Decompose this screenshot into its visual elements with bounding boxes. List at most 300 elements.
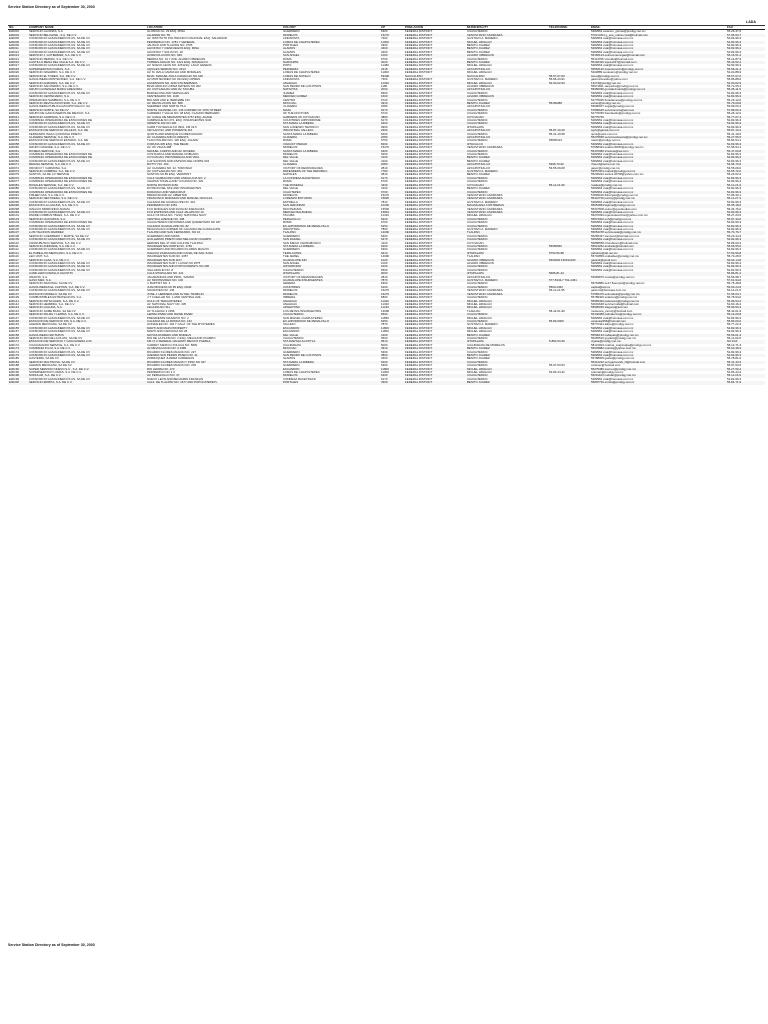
table-cell: 10200 bbox=[380, 204, 404, 207]
table-cell: NUEVO LEON AND BENJAMIN FRANKLIN bbox=[147, 377, 204, 381]
table-cell: FEDERAL DISTRICT bbox=[405, 207, 433, 211]
table-cell: ARGENTINA bbox=[282, 306, 380, 309]
table-cell: FEDERAL DISTRICT bbox=[405, 241, 433, 245]
table-cell: BENITO JUAREZ bbox=[466, 354, 548, 357]
table-cell: E00105 bbox=[8, 225, 28, 228]
table-cell: CORUNA 405 ESQ. THE BEAM bbox=[146, 143, 282, 146]
table-cell: 55265510 grgdelo@prodigy.net.mx bbox=[591, 336, 636, 340]
table-cell: 55-83-0000 bbox=[548, 320, 590, 323]
table-cell: PERIFERICO NO 3 4 bbox=[147, 371, 175, 375]
table-cell: VIADUCT PIEDAD bbox=[282, 143, 380, 146]
table-cell: 52-82-96-3 bbox=[726, 327, 765, 330]
table-cell: E00072 bbox=[9, 166, 19, 170]
table-cell: DIVISION DEL NTE AND INSURGENTES bbox=[147, 187, 202, 191]
table-cell: E00027 bbox=[9, 84, 19, 88]
table-cell: E00155 bbox=[8, 327, 28, 330]
table-cell: VICTORY OF DEMOCRACIES bbox=[283, 166, 323, 170]
table-cell: 52-82-96-3 bbox=[726, 156, 765, 159]
table-cell: FEDERAL DISTRICT bbox=[404, 191, 466, 194]
table-cell: CUAUHTEMOC FRONTERA AND QUERETARO NO 187 bbox=[147, 221, 221, 225]
table-cell: FERNANDO ISAAC QUINTANA PRIETO bbox=[29, 132, 82, 136]
table-cell: SANTOS NO 85 ESQ. VERMONT bbox=[147, 173, 191, 177]
table-cell: 57893016 fishergas@prodigy.net.mx bbox=[591, 193, 639, 197]
table-cell: 52-60-02-93 bbox=[548, 82, 590, 85]
table-cell: FEDERAL DISTRICT bbox=[404, 272, 466, 275]
table-cell: 55-73-76-7 bbox=[726, 231, 765, 234]
table-cell: ESTACION MODELO, SA DE CV bbox=[28, 293, 146, 296]
table-cell: AZCAPOTZALCO bbox=[467, 105, 491, 109]
table-cell: AZCAPOTZALCO bbox=[466, 136, 548, 139]
table-cell: 55275658 serviciosclaveria@prodigy.net.mx bbox=[590, 136, 726, 139]
table-cell: FEDERAL DISTRICT bbox=[404, 313, 466, 316]
table-cell: 5563-2452 bbox=[548, 286, 590, 289]
table-cell: E00096 bbox=[8, 204, 28, 207]
table-cell: 55788005 gastei@prodigy.net.mx bbox=[591, 357, 635, 361]
table-cell: 55654378 serviceosta@prodigy.net.mx bbox=[590, 231, 726, 234]
table-cell: FEDERAL DISTRICT bbox=[404, 279, 466, 282]
table-cell: 52-82-96-3 bbox=[727, 227, 742, 231]
table-cell: MIGUEL HIDALGO bbox=[466, 82, 548, 85]
table-cell: E00048 bbox=[9, 132, 19, 136]
table-cell: J.T CUELLAR NO. 1 AND CENTRAL AVE. bbox=[147, 296, 202, 300]
table-cell: E00109 bbox=[8, 238, 28, 241]
table-cell: 55-63-38-3 bbox=[726, 347, 765, 350]
column-header: EMAIL bbox=[590, 26, 726, 30]
table-cell: THE ROSEDAL bbox=[282, 184, 380, 187]
table-cell: CONSORCIO GASOLINERO PLUS, SA DE CV bbox=[29, 377, 91, 381]
table-cell: E00133 bbox=[9, 282, 19, 286]
table-cell: CONSORCIO GASOLINERO PLUS, SA DE CV bbox=[29, 227, 91, 231]
table-cell: CALZ. DE TLALPAN NO. 1677 AND POPOCATEPETL bbox=[146, 381, 282, 384]
table-cell: 11410 bbox=[381, 214, 389, 218]
table-cell: 5282962 vsat@hotmasa.com.mx bbox=[590, 95, 726, 98]
table-cell: E00095 bbox=[9, 200, 19, 204]
table-cell: SERVICIO MULTINOVA, SA DE CV bbox=[28, 361, 146, 364]
table-cell: 3100 bbox=[380, 334, 404, 337]
table-cell: 6270 bbox=[380, 109, 404, 112]
table-cell: 5686-81-24 bbox=[548, 272, 590, 275]
table-cell: AV. CLAVERIA NO. 22, TORONGO bbox=[147, 166, 193, 170]
table-cell: 55270093 ingeniodecorbon@yahoo.com.mx bbox=[591, 214, 648, 218]
table-cell: 55-26-12-0 bbox=[727, 112, 742, 116]
table-cell: E00123 bbox=[9, 268, 19, 272]
table-cell: SERVICIO EL TOREO, S.A. DE C.V. bbox=[28, 75, 146, 78]
table-cell: CONSORCIO GASOLINERO PLUS, SA DE CV bbox=[29, 187, 91, 191]
table-cell: E00054 bbox=[9, 139, 19, 143]
table-cell: POPO bbox=[283, 64, 292, 68]
table-cell: CONSORCIO GASOLINERO PLUS, SA DE CV bbox=[29, 330, 91, 334]
table-cell: 7300 bbox=[381, 78, 388, 82]
table-cell: GUSTAVO A. MADERO bbox=[467, 37, 498, 41]
table-cell: quint@quint.com.mx bbox=[591, 132, 618, 136]
table-cell: toreo@prodigy.net.mx bbox=[590, 75, 726, 78]
table-cell: SAN ANGEL bbox=[282, 54, 380, 57]
table-cell: CONSORCIO GASOLINERO PLUS, SA DE CV bbox=[29, 262, 91, 266]
table-cell: CUAJIMALPA bbox=[283, 343, 301, 347]
table-cell: 6300 bbox=[381, 248, 388, 252]
table-cell: 5702-0301 g_ena_maria.creal@hotmail.com bbox=[590, 34, 726, 37]
table-cell: 55951863 laguna@prodigy.net.mx bbox=[590, 204, 726, 207]
table-cell: E00063 bbox=[8, 156, 28, 159]
table-cell: FEDERAL DISTRICT bbox=[405, 125, 433, 129]
table-cell: 55-59-01-3 bbox=[726, 334, 765, 337]
table-cell: ESTACION DE SERVICIO VALLEJO, S.A. DE bbox=[28, 129, 146, 132]
table-cell: 6300 bbox=[381, 29, 388, 34]
table-cell: LOMAS DE SOTELO bbox=[282, 75, 380, 78]
table-cell: ESTACION DE SERVICIO ESTADIO, S.A. DE bbox=[29, 139, 89, 143]
table-cell: MIGUEL HIDALGO bbox=[467, 330, 492, 334]
table-cell: CONSORCIO GASOLINERO PLUS, SA DE CV bbox=[29, 248, 91, 252]
table-cell: 5282962 vsat@hotmasa.com.mx bbox=[590, 156, 726, 159]
table-cell: TLAHUAC bbox=[467, 309, 481, 313]
table-cell: JUAN BOCETA NO 95 ESQ. MAIZ bbox=[146, 286, 282, 289]
table-cell: ALFONSO Y SOLIS NO. 18 bbox=[147, 50, 183, 54]
table-cell: 5662000 156612233 bbox=[548, 259, 590, 262]
table-cell: corlesec@hotmail.com bbox=[591, 364, 621, 368]
table-cell: CALZADA GUADALUPE NO. 82 bbox=[146, 225, 282, 228]
table-cell: E00119 bbox=[9, 262, 19, 266]
table-cell: LOMAS DE CHAPULTEPEC bbox=[283, 71, 320, 75]
table-cell: CUAUHTEMOC bbox=[466, 313, 548, 316]
table-cell: 52-60-16-4 bbox=[727, 302, 742, 306]
table-cell: 56613252 andrade@hotmail.com bbox=[590, 245, 726, 248]
table-cell: CUAUHTEMOC bbox=[467, 336, 488, 340]
table-cell: E00073 bbox=[8, 170, 28, 173]
table-cell: FEDERAL DISTRICT bbox=[405, 343, 433, 347]
table-cell: COYOACAN bbox=[466, 184, 548, 187]
table-cell: ROSALES SERVICE, S.A. DE C.V. bbox=[28, 184, 146, 187]
table-cell: 4120 bbox=[381, 241, 388, 245]
table-cell: STA MARTHA ACATITLA bbox=[282, 340, 380, 343]
table-row bbox=[8, 381, 765, 384]
table-cell: FEDERAL DISTRICT bbox=[404, 143, 466, 146]
table-cell: DEFENDERS OF THE REPUBLIC bbox=[282, 170, 380, 173]
table-cell: 7810 bbox=[381, 200, 388, 204]
table-cell: 55-47-00-8 bbox=[726, 150, 765, 153]
table-cell: FEDERAL DISTRICT bbox=[405, 84, 433, 88]
table-cell: GRUPO DE GASOLINEROS DE MEXICO, S.A. bbox=[29, 112, 91, 116]
table-cell: 52-82-96-3 bbox=[726, 211, 765, 214]
table-cell: E00116 bbox=[9, 255, 19, 259]
table-cell: INSURGENTES AND POPOCATEPETL NO 200 bbox=[146, 265, 282, 268]
table-cell: 55-99-50-3 bbox=[726, 306, 765, 309]
table-cell: FEDERAL DISTRICT bbox=[405, 44, 433, 48]
table-cell: 6170 bbox=[380, 177, 404, 180]
table-cell: INSURGENTES SUR 1107 bbox=[146, 259, 282, 262]
table-cell: 7870 bbox=[380, 279, 404, 282]
table-cell: 5282962 vsat@hotmasa.com.mx bbox=[590, 41, 726, 44]
table-cell: E00016 bbox=[8, 61, 28, 64]
table-cell: ASCENSION NO. AND STA BARBARA bbox=[146, 82, 282, 85]
table-cell: E00112 bbox=[9, 248, 19, 252]
table-cell: 13273@prodigy.net.mx bbox=[590, 82, 726, 85]
table-cell: AV REVOLUCION NO. 3 2485 bbox=[146, 347, 282, 350]
table-cell: 7780 bbox=[380, 170, 404, 173]
table-cell: 7870 bbox=[381, 323, 388, 327]
table-cell: 55-86-23-91 bbox=[549, 78, 565, 82]
table-cell: SERVICIO HERMIDA, S.A. DE C.V. bbox=[29, 302, 75, 306]
table-cell: IZTACALCO bbox=[466, 143, 548, 146]
table-cell: E00136 bbox=[9, 289, 19, 293]
table-cell: 55-27-56-5 bbox=[726, 136, 765, 139]
table-cell: QUINTA AND ENRIQUE FLORES MAGON bbox=[147, 132, 203, 136]
table-cell: AV. CLAVERIA AND FLORESTA bbox=[146, 136, 282, 139]
table-cell: BENITO JUAREZ bbox=[467, 173, 490, 177]
table-cell: 55965420 patscuaro@prodigy.net.mx bbox=[590, 300, 726, 303]
table-cell: 56-11-21-55 bbox=[549, 289, 565, 293]
table-cell: 5-893-53-36 bbox=[548, 340, 590, 343]
table-cell: 6400 bbox=[380, 150, 404, 153]
table-cell: FEDERAL DISTRICT bbox=[405, 159, 433, 163]
table-cell: 5282962 vsat@hotmasa.com.mx bbox=[591, 153, 634, 157]
table-cell: CHAPAS TONALA AND YUCATAN NO. 320 bbox=[147, 180, 204, 184]
table-cell: FEDERAL DISTRICT bbox=[404, 293, 466, 296]
table-cell: FEDERAL DISTRICT bbox=[404, 122, 466, 125]
table-cell: 55-96-54-2 bbox=[726, 300, 765, 303]
table-cell: E00131 bbox=[8, 279, 28, 282]
table-cell: 1600 bbox=[380, 95, 404, 98]
table-cell: 6300 bbox=[381, 350, 388, 354]
table-cell: AZCAPOTZALCO bbox=[466, 88, 548, 91]
table-cell: 14090 bbox=[381, 255, 390, 259]
table-cell: FEDERAL DISTRICT bbox=[404, 197, 466, 200]
table-cell: SERVICIO NEFTISERA, S.A. DE C.V. bbox=[28, 197, 146, 200]
table-cell: COMPAÑIA OPERADORA DE ESTACIONES DE bbox=[28, 177, 146, 180]
table-cell: CHURUBUSCO SERVICE, S.A. DE C.V. bbox=[29, 241, 82, 245]
table-cell: ESCANDON bbox=[283, 330, 300, 334]
table-cell: gasmcs@hotmasa.com.mx bbox=[591, 289, 626, 293]
table-cell: SERVICIO RIO DE LA PLATA, SA DE CV bbox=[29, 336, 83, 340]
table-cell: 52-82-96-3 bbox=[727, 221, 742, 225]
table-cell: MERIDA NO. 10 Y AVE. ALVARO OBREGON bbox=[147, 57, 206, 61]
table-cell: 55732859 unidadleo@prodigy.net.mx bbox=[591, 255, 639, 259]
table-cell: E00180 bbox=[9, 357, 19, 361]
table-cell: 53990047 sugas@prodigy.net.mx bbox=[591, 105, 635, 109]
table-cell: ALVARO OBREGON bbox=[466, 259, 548, 262]
table-cell: 55-35-11-5 bbox=[726, 88, 765, 91]
table-cell: CALZ.IZTAPALAPA NO. 221 bbox=[146, 272, 282, 275]
table-cell: SERVICIO ERMITA, S.A. DE C.V. bbox=[28, 381, 146, 384]
table-cell: CUAUHTEMOC bbox=[467, 282, 488, 286]
table-cell: E00137 bbox=[8, 293, 28, 296]
table-cell: 55973302 enh@prodigy.net.mx bbox=[590, 218, 726, 221]
table-cell: 55-63-24-5 bbox=[726, 286, 765, 289]
table-cell: E00157 bbox=[9, 330, 19, 334]
table-cell: FEDERAL DISTRICT bbox=[404, 238, 466, 241]
table-cell: 52-82-96-3 bbox=[727, 330, 742, 334]
table-cell: 15500 bbox=[381, 207, 390, 211]
table-cell: 5396-70-62 bbox=[548, 163, 590, 166]
table-cell: 55-87-10-4 bbox=[726, 129, 765, 132]
table-cell: VENUSTIANO CARRANZA bbox=[466, 211, 548, 214]
table-cell: 55-79-09-8 bbox=[726, 102, 765, 105]
table-cell: 11800 bbox=[380, 327, 404, 330]
table-cell: FEDERAL DISTRICT bbox=[404, 347, 466, 350]
table-cell: 58121923 cuahna_cuajimalpa@prodigy.net.mx bbox=[591, 343, 652, 347]
table-cell: GASOLINERA NAFTAPOS bbox=[28, 334, 146, 337]
table-cell: SERVICIO PATSCUARO, S.A. DE C.V. bbox=[28, 300, 146, 303]
table-cell: estrev@prodigy.net.mx bbox=[590, 102, 726, 105]
table-cell: SERVICIO LAGUNA, S.A. bbox=[28, 306, 146, 309]
table-cell: SERVICIO NAVARRO, S.A. DE C.V. bbox=[29, 71, 76, 75]
table-cell: 1180 bbox=[381, 84, 388, 88]
column-header: NO. bbox=[8, 26, 28, 30]
table-cell: SANTOS, SA DE CV SERVICE bbox=[29, 173, 70, 177]
table-cell: 5282962 vsat@hotmasa.com.mx bbox=[590, 225, 726, 228]
column-header: MUNICIPALITY bbox=[466, 26, 548, 30]
table-cell: FEDERAL DISTRICT bbox=[404, 88, 466, 91]
table-cell: 6470 bbox=[380, 238, 404, 241]
table-cell: CUAUHTEMOC bbox=[467, 153, 488, 157]
table-cell: E00148 bbox=[8, 320, 28, 323]
table-cell: E00009 bbox=[9, 44, 19, 48]
table-cell: FEDERAL DISTRICT bbox=[404, 354, 466, 357]
table-cell: ROMA bbox=[283, 57, 292, 61]
table-cell: CUAUHTEMOC bbox=[467, 112, 488, 116]
table-cell: E00200 bbox=[8, 381, 28, 384]
table-cell: CONSORCIO GASOLINERO PLUS, SA DE CV bbox=[29, 64, 91, 68]
table-cell: CONSORCIO GASOLINERO PLUS, SA DE CV bbox=[28, 265, 146, 268]
table-cell: FEDERAL DISTRICT bbox=[405, 268, 433, 272]
table-cell: E00039 bbox=[9, 112, 19, 116]
table-cell: VENUSTIANO CARRANZA bbox=[467, 207, 503, 211]
table-cell: CUAUTEPEC bbox=[282, 191, 380, 194]
table-cell: CONSORCIO GASOLINERO PLUS, SA DE CV bbox=[28, 225, 146, 228]
table-cell: E00066 bbox=[9, 159, 19, 163]
table-cell: 11000 bbox=[381, 371, 389, 375]
table-cell: 52-82-96-3 bbox=[726, 238, 765, 241]
table-cell: 55-78-81-0 bbox=[727, 357, 742, 361]
table-cell: AV. CUITLAHUAC AND AV. TACUBA bbox=[146, 88, 282, 91]
table-cell: 55-97-53-53 bbox=[549, 364, 565, 368]
table-cell: EX-HIPODROMO DE PERALVILLO bbox=[282, 225, 380, 228]
table-cell: 52-82-96-3 bbox=[727, 268, 742, 272]
table-cell: 13090 bbox=[381, 309, 390, 313]
table-cell: E00111 bbox=[8, 245, 28, 248]
table-cell: 52-82-96-3 bbox=[726, 143, 765, 146]
table-cell: 4890 bbox=[380, 116, 404, 119]
table-cell: E00134 bbox=[8, 286, 28, 289]
table-cell: 55-76-48-8 bbox=[727, 282, 742, 286]
table-cell: E00018 bbox=[8, 68, 28, 71]
table-cell: FEDERAL DISTRICT bbox=[404, 218, 466, 221]
table-cell: RICARDO FLORES MAGON Y PINO NO 347 bbox=[146, 361, 282, 364]
table-cell: 55-26-37-5 bbox=[727, 29, 742, 34]
table-cell: 5282962 vsat@hotmasa.com.mx bbox=[591, 262, 634, 266]
table-cell: FEDERAL DISTRICT bbox=[404, 109, 466, 112]
table-cell: 53557301 maestr@prodigy.net.mx bbox=[590, 170, 726, 173]
table-cell: FEDERAL DISTRICT bbox=[404, 265, 466, 268]
table-cell: MERCED BALBUENA bbox=[282, 211, 380, 214]
table-cell: 11000 bbox=[381, 71, 389, 75]
table-cell: BENITO JUAREZ bbox=[466, 61, 548, 64]
table-cell: LUIS TALONOS RAMIREZ bbox=[28, 231, 146, 234]
table-cell: VENUSTIANO CARRANZA bbox=[467, 193, 503, 197]
table-cell: 11800 bbox=[381, 330, 389, 334]
table-cell: CUAUHTEMOC bbox=[466, 177, 548, 180]
table-cell: ALEMAN MEXICANA, SA DE CV bbox=[29, 364, 72, 368]
table-cell: 5000 bbox=[381, 343, 388, 347]
table-cell: E00199 bbox=[9, 377, 19, 381]
table-cell: SUPER SERVICIO NUEVO S.C., S.A. DE C.V. bbox=[28, 368, 146, 371]
table-cell: PERIFERICO NO 4351 bbox=[146, 204, 282, 207]
table-cell: CUAUHTEMOC bbox=[467, 268, 488, 272]
table-cell: 52-82-96-3 bbox=[727, 125, 742, 129]
table-cell: GUERRERO bbox=[283, 364, 300, 368]
table-cell: BENITO JUAREZ bbox=[467, 44, 490, 48]
table-cell: ALVARO OBREGON bbox=[467, 84, 494, 88]
table-cell: FEDERAL DISTRICT bbox=[405, 357, 433, 361]
table-cell: PORTALES bbox=[283, 44, 299, 48]
table-cell: MARTI AND CAROLINA NO 28 bbox=[147, 330, 188, 334]
table-cell: E00005 bbox=[9, 37, 19, 41]
table-cell: GUERRERO bbox=[283, 29, 300, 34]
table-cell: BENITO JUAREZ bbox=[467, 159, 490, 163]
table-cell: OROZCO Y CARMONA, S.A. bbox=[29, 166, 67, 170]
table-cell: 6400 bbox=[380, 245, 404, 248]
table-cell: 56-62-14-8 bbox=[726, 259, 765, 262]
table-cell: 55-71-65-4 bbox=[727, 84, 742, 88]
table-cell: GUSTAVO A. MADERO bbox=[467, 227, 498, 231]
table-cell: E00107 bbox=[8, 231, 28, 234]
table-cell: FEDERAL DISTRICT bbox=[405, 302, 433, 306]
table-cell: E00061 bbox=[8, 150, 28, 153]
table-cell: CONSORCIO GASOLINERO PLUS, SA DE CV bbox=[29, 44, 91, 48]
table-cell: E00058 bbox=[8, 143, 28, 146]
table-cell: FEDERAL DISTRICT bbox=[405, 221, 433, 225]
table-cell: MIGUEL HIDALGO bbox=[466, 306, 548, 309]
table-cell: 6250 bbox=[380, 320, 404, 323]
table-cell: gasor@prodigy.net.mx bbox=[591, 166, 620, 170]
table-cell: E00081 bbox=[8, 184, 28, 187]
table-cell: LEO UNIT, S.A. bbox=[29, 255, 50, 259]
table-cell: CUAUHTEMOC bbox=[466, 225, 548, 228]
table-cell: 52-82-96-3 bbox=[726, 122, 765, 125]
table-cell: 15270 bbox=[380, 293, 404, 296]
table-cell: E00106 bbox=[9, 227, 19, 231]
table-cell: CUAUHTEMOC bbox=[466, 191, 548, 194]
table-cell: FEDERAL DISTRICT bbox=[404, 300, 466, 303]
table-cell: 7800 bbox=[381, 227, 388, 231]
table-cell: 5282962 vsat@hotmasa.com.mx bbox=[590, 354, 726, 357]
table-cell: BARCELONA AND VERSALLES bbox=[147, 91, 190, 95]
table-cell: E00041 bbox=[8, 116, 28, 119]
table-cell: FEDERAL DISTRICT bbox=[405, 180, 433, 184]
table-cell: SAN RAFAEL bbox=[282, 238, 380, 241]
table-cell: 5282962 vsat@hotmasa.com.mx bbox=[590, 265, 726, 268]
table-cell: 55-14-00-8 bbox=[726, 313, 765, 316]
table-cell: E00117 bbox=[8, 259, 28, 262]
table-cell: SERVICIO GASA, S.A. DE C.V. bbox=[28, 259, 146, 262]
table-cell bbox=[548, 381, 590, 384]
table-cell: SAN JERONIMO bbox=[282, 204, 380, 207]
table-cell: E00077 bbox=[9, 180, 19, 184]
table-cell: 52776035 fracclaudio@prodigy.net.mx bbox=[591, 112, 641, 116]
table-cell: E00098 bbox=[9, 207, 19, 211]
table-cell: 55-87-10-40 bbox=[548, 129, 590, 132]
table-cell: BENITO JUAREZ bbox=[466, 334, 548, 337]
table-cell: AV. NATIONAL NAVY NO. 335 bbox=[147, 302, 187, 306]
table-cell: CUAUHTEMOC bbox=[467, 296, 488, 300]
table-cell: TLALPAN bbox=[466, 231, 548, 234]
table-cell: IZTAPALAPA bbox=[282, 272, 380, 275]
table-cell: 55236222 santos.s6708@yahoo.com.mx bbox=[591, 173, 644, 177]
table-cell: E00184 bbox=[8, 361, 28, 364]
table-cell: FEDERAL DISTRICT bbox=[405, 173, 433, 177]
table-cell: 52-82-96-3 bbox=[727, 118, 742, 122]
table-cell: SAN DIEGO CHURUBUSCO bbox=[283, 241, 321, 245]
table-cell: 53-55-09-0 bbox=[727, 166, 742, 170]
